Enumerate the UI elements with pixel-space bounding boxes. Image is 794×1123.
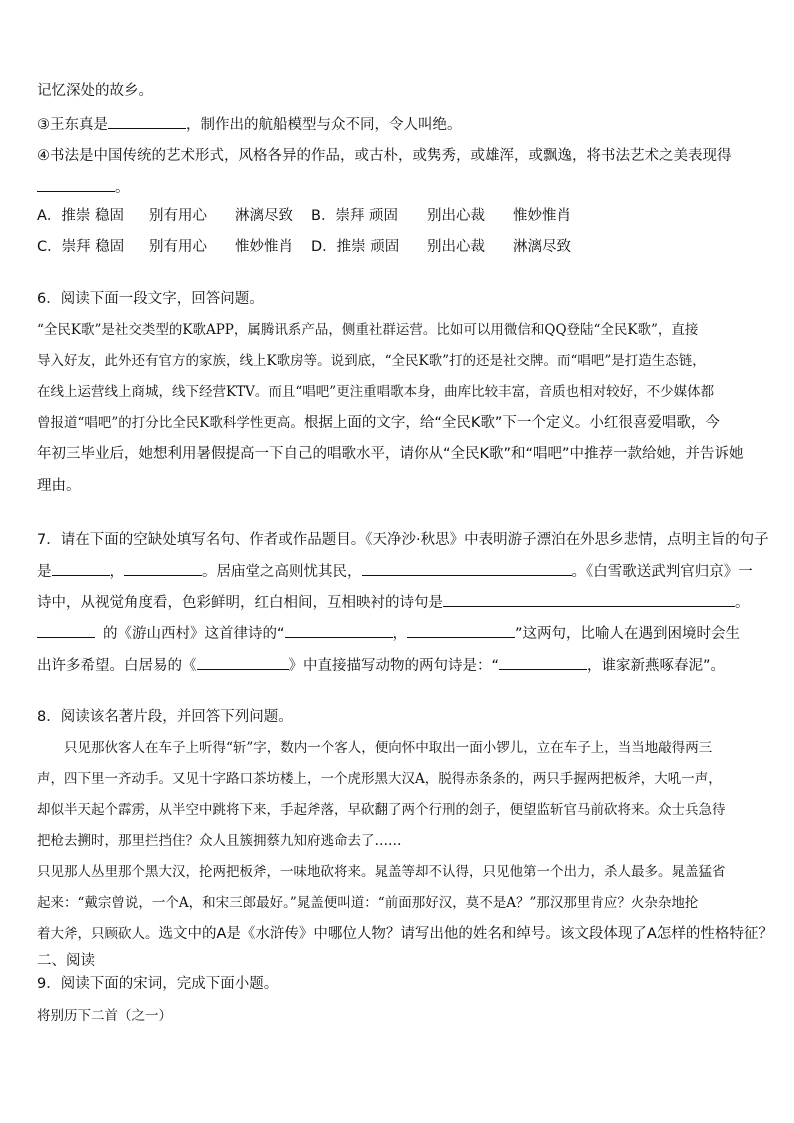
q6-passage-line: 导入好友，此外还有官方的家族，线上K歌房等。说到底，“全民K歌”打的还是社交牌。而“唱吧”是打造生态链， (37, 353, 706, 369)
q7-line1: 7．请在下面的空缺处填写名句、作者或作品题目。《天净沙·秋思》中表明游子漂泊在外思乡悲情，点明主旨的句子 (37, 532, 769, 548)
q8-passage-line: 起来：“戴宗曾说，一个A，和宋三郎最好。”晁盖便叫道：“前面那好汉，莫不是A？”那汉那里肯应？火杂杂地抡 (37, 895, 699, 911)
q7-text: ”这两句，比喻人在遇到困境时会生 (515, 626, 741, 642)
q5-options-ab (37, 206, 571, 226)
q5-sentence3 (37, 114, 462, 135)
q6-passage-line (37, 413, 720, 433)
q8-title: 8．阅读该名著片段，并回答下列问题。 (37, 709, 293, 725)
answer-blank (108, 114, 186, 129)
q6-passage-end: 曾报道“唱吧”的打分比全民K歌科学性更高。 (37, 415, 304, 431)
q7-text: 》中直接描写动物的两句诗是：“ (288, 658, 500, 674)
answer-blank (362, 561, 572, 576)
q8-passage-line: 只见那伙客人在车子上听得“斩”字，数内一个客人，便向怀中取出一面小锣儿，立在车子上，当当地敲得两三 (64, 740, 713, 756)
option-b-word2: 惟妙惟肖 (513, 208, 571, 224)
q7-text: 。 (735, 595, 750, 611)
q6-question: 根据上面的文字，给“全民K歌”下一个定义。小红很喜爱唱歌，今 (303, 415, 720, 431)
q7-text: ， (392, 626, 408, 642)
q7-line2 (37, 561, 753, 582)
option-b-word1: 别出心裁 (427, 208, 485, 224)
answer-blank (443, 592, 735, 607)
q7-text: ， (109, 564, 124, 580)
q8-passage-line: 把枪去搠时，那里拦挡住？众人且簇拥蔡九知府逃命去了…… (37, 833, 402, 849)
option-b-label: B．崇拜 顽固 (311, 208, 399, 224)
q7-line5 (37, 655, 725, 676)
option-c-word2: 惟妙惟肖 (235, 239, 293, 255)
q7-text: 。居庙堂之高则忧其民， (202, 564, 362, 580)
answer-blank (285, 623, 393, 638)
q5-s3-pre: ③王东真是 (37, 117, 108, 133)
q7-text: 诗中，从视觉角度看，色彩鲜明，红白相间，互相映衬的诗句是 (37, 595, 443, 611)
q9-title: 9．阅读下面的宋词，完成下面小题。 (37, 976, 279, 992)
q6-question-line: 理由。 (37, 478, 81, 494)
q8-question-line (37, 924, 773, 944)
q7-text: 是 (37, 564, 52, 580)
option-d-label: D．推崇 顽固 (311, 239, 400, 255)
q5-s4-end: 。 (115, 180, 130, 196)
q7-text: 的《游山西村》这首律诗的“ (103, 626, 285, 642)
q8-question: 选文中的A是《水浒传》中哪位人物？请写出他的姓名和绰号。该文段体现了A怎样的性格特征？ (158, 926, 773, 942)
q5-sentence4-end (37, 177, 130, 198)
q6-title: 6．阅读下面一段文字，回答问题。 (37, 291, 264, 307)
q8-passage-line: 只见那人丛里那个黑大汉，抡两把板斧，一味地砍将来。晁盖等却不认得，只见他第一个出力，杀人最多。晁盖猛省 (37, 864, 726, 880)
q5-line1: 记忆深处的故乡。 (37, 83, 153, 99)
option-a-label: A．推崇 稳固 (37, 208, 125, 224)
q7-text: 出许多希望。白居易的《 (37, 658, 197, 674)
q7-line4 (37, 623, 740, 644)
q6-passage-line: 在线上运营线上商城，线下经营KTV。而且“唱吧”更注重唱歌本身，曲库比较丰富，音质也相对较好，不少媒体都 (37, 384, 715, 400)
q7-line3 (37, 592, 750, 613)
answer-blank (37, 623, 95, 638)
q7-text: 。《白雪歌送武判官归京》一 (571, 564, 753, 580)
q6-question-line: 年初三毕业后，她想利用暑假提高一下自己的唱歌水平，请你从“全民K歌”和“唱吧”中推荐一款给她，并告诉她 (37, 446, 744, 462)
q5-s3-post: ，制作出的航船模型与众不同，令人叫绝。 (186, 117, 462, 133)
q7-text: ，谁家新燕啄春泥”。 (587, 658, 726, 674)
q8-passage-line: 却似半天起个霹雳，从半空中跳将下来，手起斧落，早砍翻了两个行刑的刽子，便望监斩官马前砍将来。众士兵急待 (37, 802, 726, 818)
option-a-word1: 别有用心 (149, 208, 207, 224)
option-c-label: C．崇拜 稳固 (37, 239, 125, 255)
q9-poem-title: 将别历下二首（之一） (37, 1008, 172, 1024)
option-d-word2: 淋漓尽致 (513, 239, 571, 255)
answer-blank (124, 561, 202, 576)
q6-passage-line: “全民K歌”是社交类型的K歌APP，属腾讯系产品，侧重社群运营。比如可以用微信和QQ登陆“全民K歌”，直接 (37, 322, 699, 338)
option-c-word1: 别有用心 (149, 239, 207, 255)
answer-blank (499, 655, 587, 670)
answer-blank (407, 623, 515, 638)
option-a-word2: 淋漓尽致 (235, 208, 293, 224)
q5-options-cd (37, 237, 571, 257)
answer-blank (37, 177, 115, 192)
q5-sentence4: ④书法是中国传统的艺术形式，风格各异的作品，或古朴，或隽秀，或雄浑，或飘逸，将书法艺术之美表现得 (37, 148, 732, 164)
q8-passage-line: 声，四下里一齐动手。又见十字路口茶坊楼上，一个虎形黑大汉A，脱得赤条条的，两只手握两把板斧，大吼一声， (37, 771, 722, 787)
answer-blank (52, 561, 110, 576)
answer-blank (197, 655, 289, 670)
q8-passage-end: 着大斧，只顾砍人。 (37, 926, 159, 942)
option-d-word1: 别出心裁 (427, 239, 485, 255)
section-heading: 二、阅读 (37, 953, 95, 969)
